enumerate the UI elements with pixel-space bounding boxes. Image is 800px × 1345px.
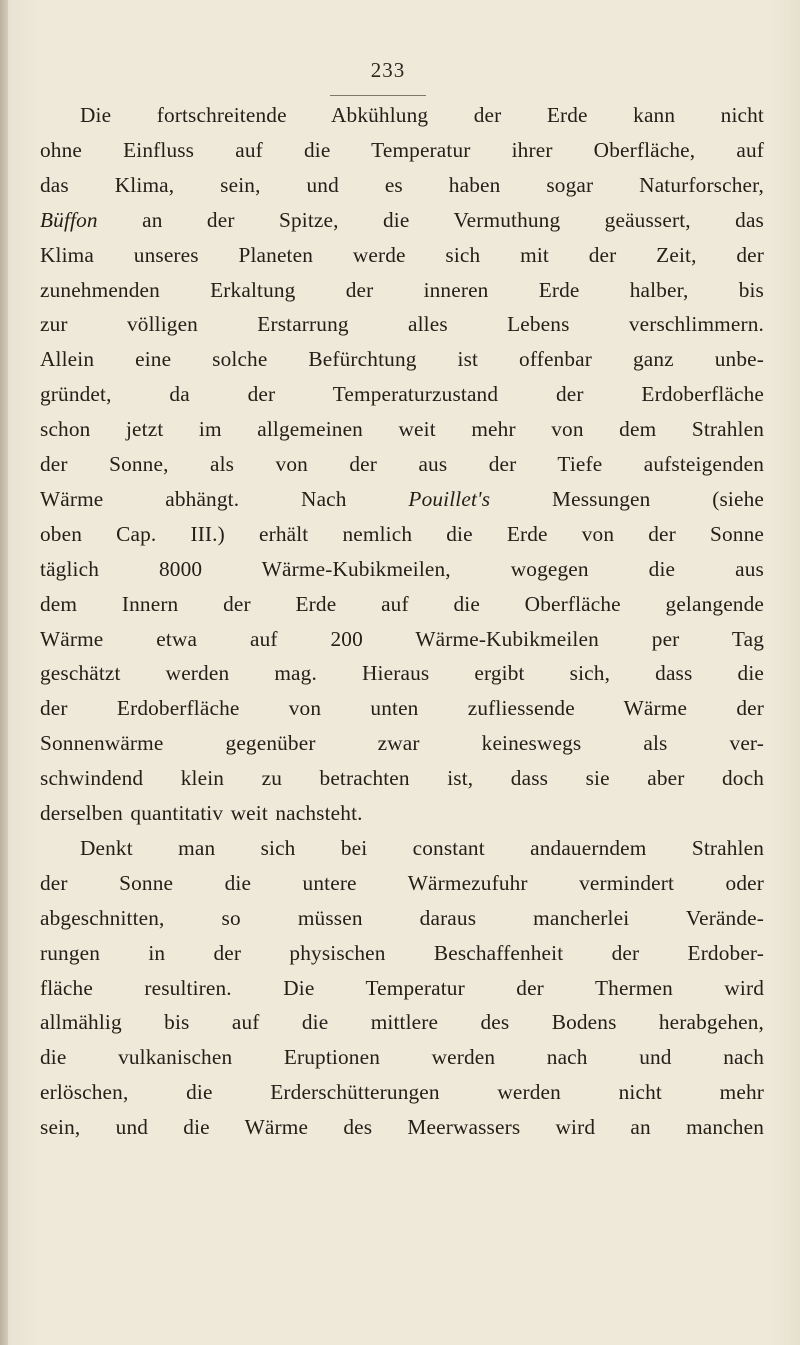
- text-line: das Klima, sein, und es haben sogar Naturforscher,: [40, 172, 764, 197]
- text-line: erlöschen, die Erderschütterungen werden nicht mehr: [40, 1080, 764, 1105]
- text-line: Büffon an der Spitze, die Vermuthung geäussert, das: [40, 207, 764, 232]
- text-line: abgeschnitten, so müssen daraus mancherlei Verände-: [40, 905, 764, 930]
- page-binding-edge: [0, 0, 8, 1345]
- text-line: der Sonne, als von der aus der Tiefe aufsteigenden: [40, 452, 764, 476]
- text-line: fläche resultiren. Die Temperatur der Thermen wird: [40, 975, 764, 1000]
- text-line: allmählig bis auf die mittlere des Bodens herabgehen,: [40, 1010, 764, 1035]
- text-line: zunehmenden Erkaltung der inneren Erde halber, bis: [40, 277, 764, 302]
- text-line: Allein eine solche Befürchtung ist offenbar ganz unbe-: [40, 347, 764, 372]
- text-line: derselben quantitativ weit nachsteht.: [40, 801, 363, 825]
- header-rule: [330, 95, 426, 96]
- text-line: sein, und die Wärme des Meerwassers wird an manchen: [40, 1115, 764, 1140]
- text-line: Sonnenwärme gegenüber zwar keineswegs als ver-: [40, 731, 764, 756]
- text-line: Klima unseres Planeten werde sich mit der Zeit, der: [40, 242, 764, 267]
- text-line: gründet, da der Temperaturzustand der Erdoberfläche: [40, 382, 764, 407]
- text-line: Denkt man sich bei constant andauerndem Strahlen: [80, 835, 764, 860]
- text-line: ohne Einfluss auf die Temperatur ihrer Oberfläche, auf: [40, 137, 764, 162]
- text-line: Wärme etwa auf 200 Wärme-Kubikmeilen per Tag: [40, 626, 764, 651]
- text-line: oben Cap. III.) erhält nemlich die Erde von der Sonne: [40, 521, 764, 546]
- text-line: zur völligen Erstarrung alles Lebens verschlimmern.: [40, 312, 764, 337]
- text-line: Wärme abhängt. Nach Pouillet's Messungen (siehe: [40, 486, 765, 511]
- text-line: schon jetzt im allgemeinen weit mehr von dem Strahlen: [40, 417, 764, 442]
- text-line: schwindend klein zu betrachten ist, dass sie aber doch: [40, 766, 764, 791]
- text-line: die vulkanischen Eruptionen werden nach und nach: [40, 1045, 764, 1070]
- text-line: rungen in der physischen Beschaffenheit der Erdober-: [40, 940, 764, 965]
- text-line: der Sonne die untere Wärmezufuhr vermindert oder: [40, 870, 764, 895]
- page-number: 233: [370, 58, 406, 82]
- text-line: täglich 8000 Wärme-Kubikmeilen, wogegen die aus: [40, 556, 764, 581]
- text-line: geschätzt werden mag. Hieraus ergibt sich, dass die: [40, 661, 764, 686]
- text-line: der Erdoberfläche von unten zufliessende Wärme der: [40, 696, 764, 721]
- text-line: dem Innern der Erde auf die Oberfläche gelangende: [40, 591, 764, 616]
- text-line: Die fortschreitende Abkühlung der Erde kann nicht: [80, 103, 764, 127]
